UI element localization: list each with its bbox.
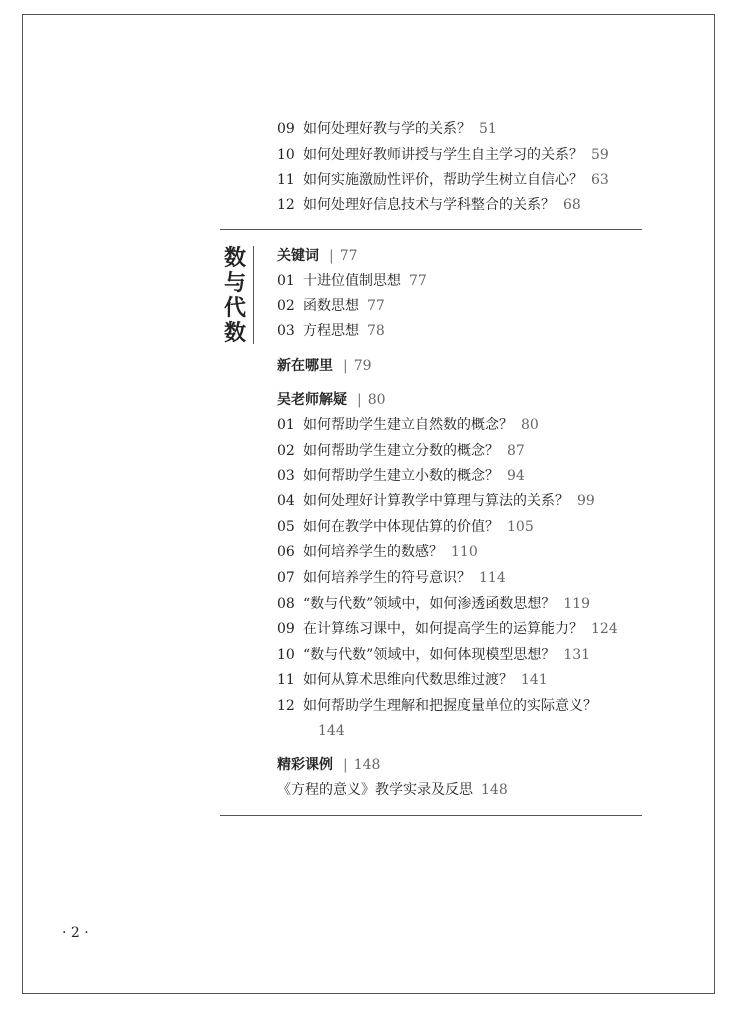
entry-number: 09 [277,121,295,137]
entry-page: 51 [479,121,497,137]
entry-title: 如何培养学生的数感？ [303,544,443,560]
whats-new-heading[interactable] [277,357,372,375]
entry-number: 12 [277,698,295,714]
entry-number: 10 [277,647,295,663]
heading-page: 79 [353,358,372,374]
toc-entry[interactable] [277,442,525,460]
entry-title: 如何从算术思维向代数思维过渡？ [303,672,513,688]
toc-entry[interactable] [277,297,385,315]
entry-page: 80 [521,417,539,433]
heading-separator: | [329,248,334,264]
entry-number: 02 [277,443,295,459]
entry-page: 94 [507,468,525,484]
entry-title: 如何处理好信息技术与学科整合的关系？ [303,197,555,213]
heading-separator: | [343,358,348,374]
entry-title: 《方程的意义》教学实录及反思 [277,782,473,798]
entry-number: 02 [277,298,295,314]
page-number: · 2 · [62,925,89,941]
entry-page: 63 [591,172,609,188]
entry-title: 如何处理好计算教学中算理与算法的关系？ [303,493,569,509]
entry-page: 124 [591,621,618,637]
entry-number: 07 [277,570,295,586]
heading-page: 80 [367,392,386,408]
heading-page: 77 [339,248,358,264]
entry-page: 105 [507,519,534,535]
entry-page: 77 [367,298,385,314]
entry-page: 68 [563,197,581,213]
entry-number: 03 [277,323,295,339]
section-label: 数与代数 [223,245,246,346]
entry-page: 99 [577,493,595,509]
toc-entry[interactable] [277,781,508,799]
heading-separator: | [357,392,362,408]
toc-entry[interactable] [277,595,590,613]
toc-entry[interactable] [277,569,506,587]
entry-page: 119 [563,596,591,612]
heading-text: 吴老师解疑 [277,392,347,408]
entry-number: 11 [277,672,295,688]
entry-title: 十进位值制思想 [303,273,401,289]
entry-page: 148 [481,782,508,798]
toc-entry[interactable] [277,646,590,664]
toc-entry[interactable] [277,543,478,561]
section-divider [220,229,642,230]
toc-entry[interactable] [277,620,618,638]
toc-entry[interactable] [277,171,609,189]
entry-title: 如何培养学生的符号意识？ [303,570,471,586]
entry-title: 在计算练习课中，如何提高学生的运算能力？ [303,621,583,637]
toc-entry[interactable] [277,467,525,485]
entry-page: 59 [591,147,609,163]
entry-number: 04 [277,493,295,509]
entry-page: 87 [507,443,525,459]
entry-title: 如何实施激励性评价，帮助学生树立自信心？ [303,172,583,188]
entry-page: 114 [479,570,506,586]
entry-title: 如何帮助学生建立分数的概念？ [303,443,499,459]
section-label-rule [253,246,254,344]
heading-text: 精彩课例 [277,757,333,773]
entry-title: 如何处理好教师讲授与学生自主学习的关系？ [303,147,583,163]
entry-page: 77 [409,273,427,289]
entry-title: “数与代数”领域中，如何体现模型思想？ [303,647,556,663]
toc-entry-page-wrap[interactable] [305,722,345,740]
section-end-divider [220,815,642,816]
entry-number: 08 [277,596,295,612]
entry-number: 09 [277,621,295,637]
entry-title: 函数思想 [303,298,359,314]
entry-title: “数与代数”领域中，如何渗透函数思想？ [303,596,556,612]
entry-page: 131 [563,647,591,663]
entry-number: 12 [277,197,295,213]
toc-entry[interactable] [277,671,548,689]
toc-entry[interactable] [277,120,497,138]
toc-entry[interactable] [277,492,595,510]
toc-entry[interactable] [277,416,539,434]
toc-entry[interactable] [277,697,597,715]
heading-separator: | [343,757,348,773]
entry-page: 110 [451,544,478,560]
toc-entry[interactable] [277,146,609,164]
toc-entry[interactable] [277,518,534,536]
heading-text: 新在哪里 [277,358,333,374]
keywords-heading[interactable] [277,247,358,265]
cases-heading[interactable] [277,756,380,774]
entry-number: 03 [277,468,295,484]
entry-title: 如何帮助学生建立小数的概念？ [303,468,499,484]
entry-number: 01 [277,417,295,433]
entry-number: 06 [277,544,295,560]
entry-title: 如何在教学中体现估算的价值？ [303,519,499,535]
entry-title: 如何处理好教与学的关系？ [303,121,471,137]
entry-title: 如何帮助学生理解和把握度量单位的实际意义？ [303,698,597,714]
qa-heading[interactable] [277,391,386,409]
heading-text: 关键词 [277,248,319,264]
toc-entry[interactable] [277,272,427,290]
entry-number: 11 [277,172,295,188]
entry-page: 141 [521,672,548,688]
entry-number: 01 [277,273,295,289]
entry-title: 如何帮助学生建立自然数的概念？ [303,417,513,433]
heading-page: 148 [353,757,381,773]
entry-page: 144 [318,723,345,739]
entry-title: 方程思想 [303,323,359,339]
entry-page: 78 [367,323,385,339]
entry-number: 05 [277,519,295,535]
toc-entry[interactable] [277,196,581,214]
entry-number: 10 [277,147,295,163]
toc-entry[interactable] [277,322,385,340]
